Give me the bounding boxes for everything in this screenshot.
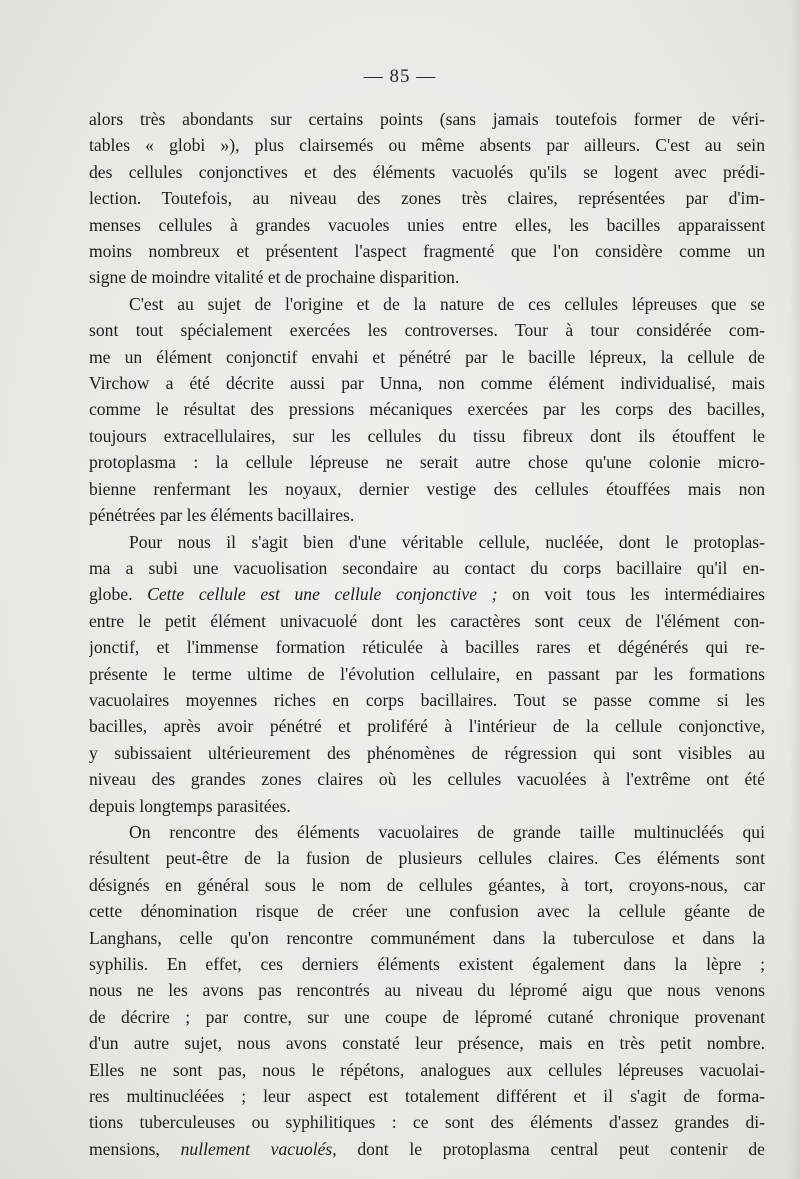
text-line: moins nombreux et présentent l'aspect fragmenté que l'on considère comme un (89, 241, 765, 262)
text-line: syphilis. En effet, ces derniers éléments existent également dans la lèpre ; (89, 954, 765, 974)
text-line: Virchow a été décrite aussi par Unna, non comme élément individualisé, mais (89, 373, 765, 394)
text-line: alors très abondants sur certains points (sans jamais toutefois former de véri- (89, 109, 765, 129)
text-line: résultent peut-être de la fusion de plusieurs cellules claires. Ces éléments sont (89, 848, 765, 869)
text-line: menses cellules à grandes vacuoles unies entre elles, les bacilles apparaissent (89, 214, 765, 235)
text-segment: globe. (89, 584, 133, 605)
text-line: bacilles, après avoir pénétré et proliféré à l'intérieur de la cellule conjonctive, (89, 716, 765, 737)
text-line-mixed (89, 581, 765, 607)
text-line: tions tuberculeuses ou syphilitiques : ce sont des éléments d'assez grandes di- (89, 1112, 765, 1133)
text-line: toujours extracellulaires, sur les cellules du tissu fibreux dont ils étouffent le (89, 425, 765, 446)
text-line: comme le résultat des pressions mécaniques exercées par les corps des bacilles, (89, 399, 765, 420)
text-line: désignés en général sous le nom de cellules géantes, à tort, croyons-nous, car (89, 874, 765, 895)
text-line: tables « globi »), plus clairsemés ou même absents par ailleurs. C'est au sein (89, 135, 765, 156)
body-text (89, 106, 765, 1162)
text-line: jonctif, et l'immense formation réticulée à bacilles rares et dégénérés qui re- (89, 637, 765, 658)
text-line: depuis longtemps parasitées. (89, 795, 291, 816)
text-line: des cellules conjonctives et des éléments vacuolés qu'ils se logent avec prédi- (89, 161, 765, 182)
text-line: de décrire ; par contre, sur une coupe de lépromé cutané chronique provenant (89, 1006, 765, 1027)
text-line: cette dénomination risque de créer une confusion avec la cellule géante de (89, 901, 765, 922)
paragraph-1 (89, 106, 765, 291)
text-line: C'est au sujet de l'origine et de la nature de ces cellules lépreuses que se (129, 293, 765, 314)
text-line: pénétrées par les éléments bacillaires. (89, 505, 355, 526)
text-line: me un élément conjonctif envahi et pénétré par le bacille lépreux, la cellule de (89, 346, 765, 367)
text-line: bienne renfermant les noyaux, dernier vestige des cellules étouffées mais non (89, 478, 765, 499)
text-segment: dont le protoplasma central peut contenir de (357, 1138, 765, 1159)
text-segment: mensions, (89, 1138, 160, 1159)
paragraph-3 (89, 529, 765, 819)
text-line: On rencontre des éléments vacuolaires de grande taille multinucléés qui (129, 821, 765, 842)
text-line: sont tout spécialement exercées les controverses. Tour à tour considérée com- (89, 320, 765, 341)
text-line-mixed (89, 1136, 765, 1162)
text-line: res multinucléées ; leur aspect est totalement différent et il s'agit de forma- (89, 1086, 765, 1107)
italic-phrase: nullement vacuolés, (180, 1138, 337, 1159)
text-line: Pour nous il s'agit bien d'une véritable cellule, nucléée, dont le protoplas- (129, 531, 765, 552)
text-line: y subissaient ultérieurement des phénomènes de régression qui sont visibles au (89, 742, 765, 763)
text-line: niveau des grandes zones claires où les cellules vacuolées à l'extrême ont été (89, 769, 765, 790)
page-number: — 85 — (363, 66, 437, 87)
text-line: nous ne les avons pas rencontrés au niveau du lépromé aigu que nous venons (89, 980, 765, 1001)
text-segment: on voit tous les intermédiaires (512, 584, 765, 605)
text-line: ma a subi une vacuolisation secondaire au contact du corps bacillaire qu'il en- (89, 557, 765, 578)
text-line: signe de moindre vitalité et de prochaine disparition. (89, 267, 460, 288)
italic-phrase: Cette cellule est une cellule conjonctive ; (147, 584, 498, 605)
text-line: vacuolaires moyennes riches en corps bacillaires. Tout se passe comme si les (89, 689, 765, 710)
text-line: protoplasma : la cellule lépreuse ne serait autre chose qu'une colonie micro- (89, 452, 765, 473)
text-line: Elles ne sont pas, nous le répétons, analogues aux cellules lépreuses vacuolai- (89, 1059, 765, 1080)
text-line: Langhans, celle qu'on rencontre communément dans la tuberculose et dans la (89, 927, 765, 948)
paragraph-4 (89, 819, 765, 1162)
text-line: lection. Toutefois, au niveau des zones très claires, représentées par d'im- (89, 188, 765, 209)
text-line: présente le terme ultime de l'évolution cellulaire, en passant par les formations (89, 663, 765, 684)
page-edge-shadow (790, 0, 800, 1179)
text-line: entre le petit élément univacuolé dont les caractères sont ceux de l'élément con- (89, 610, 765, 631)
text-line: d'un autre sujet, nous avons constaté leur présence, mais en très petit nombre. (89, 1033, 765, 1054)
paragraph-2 (89, 291, 765, 529)
